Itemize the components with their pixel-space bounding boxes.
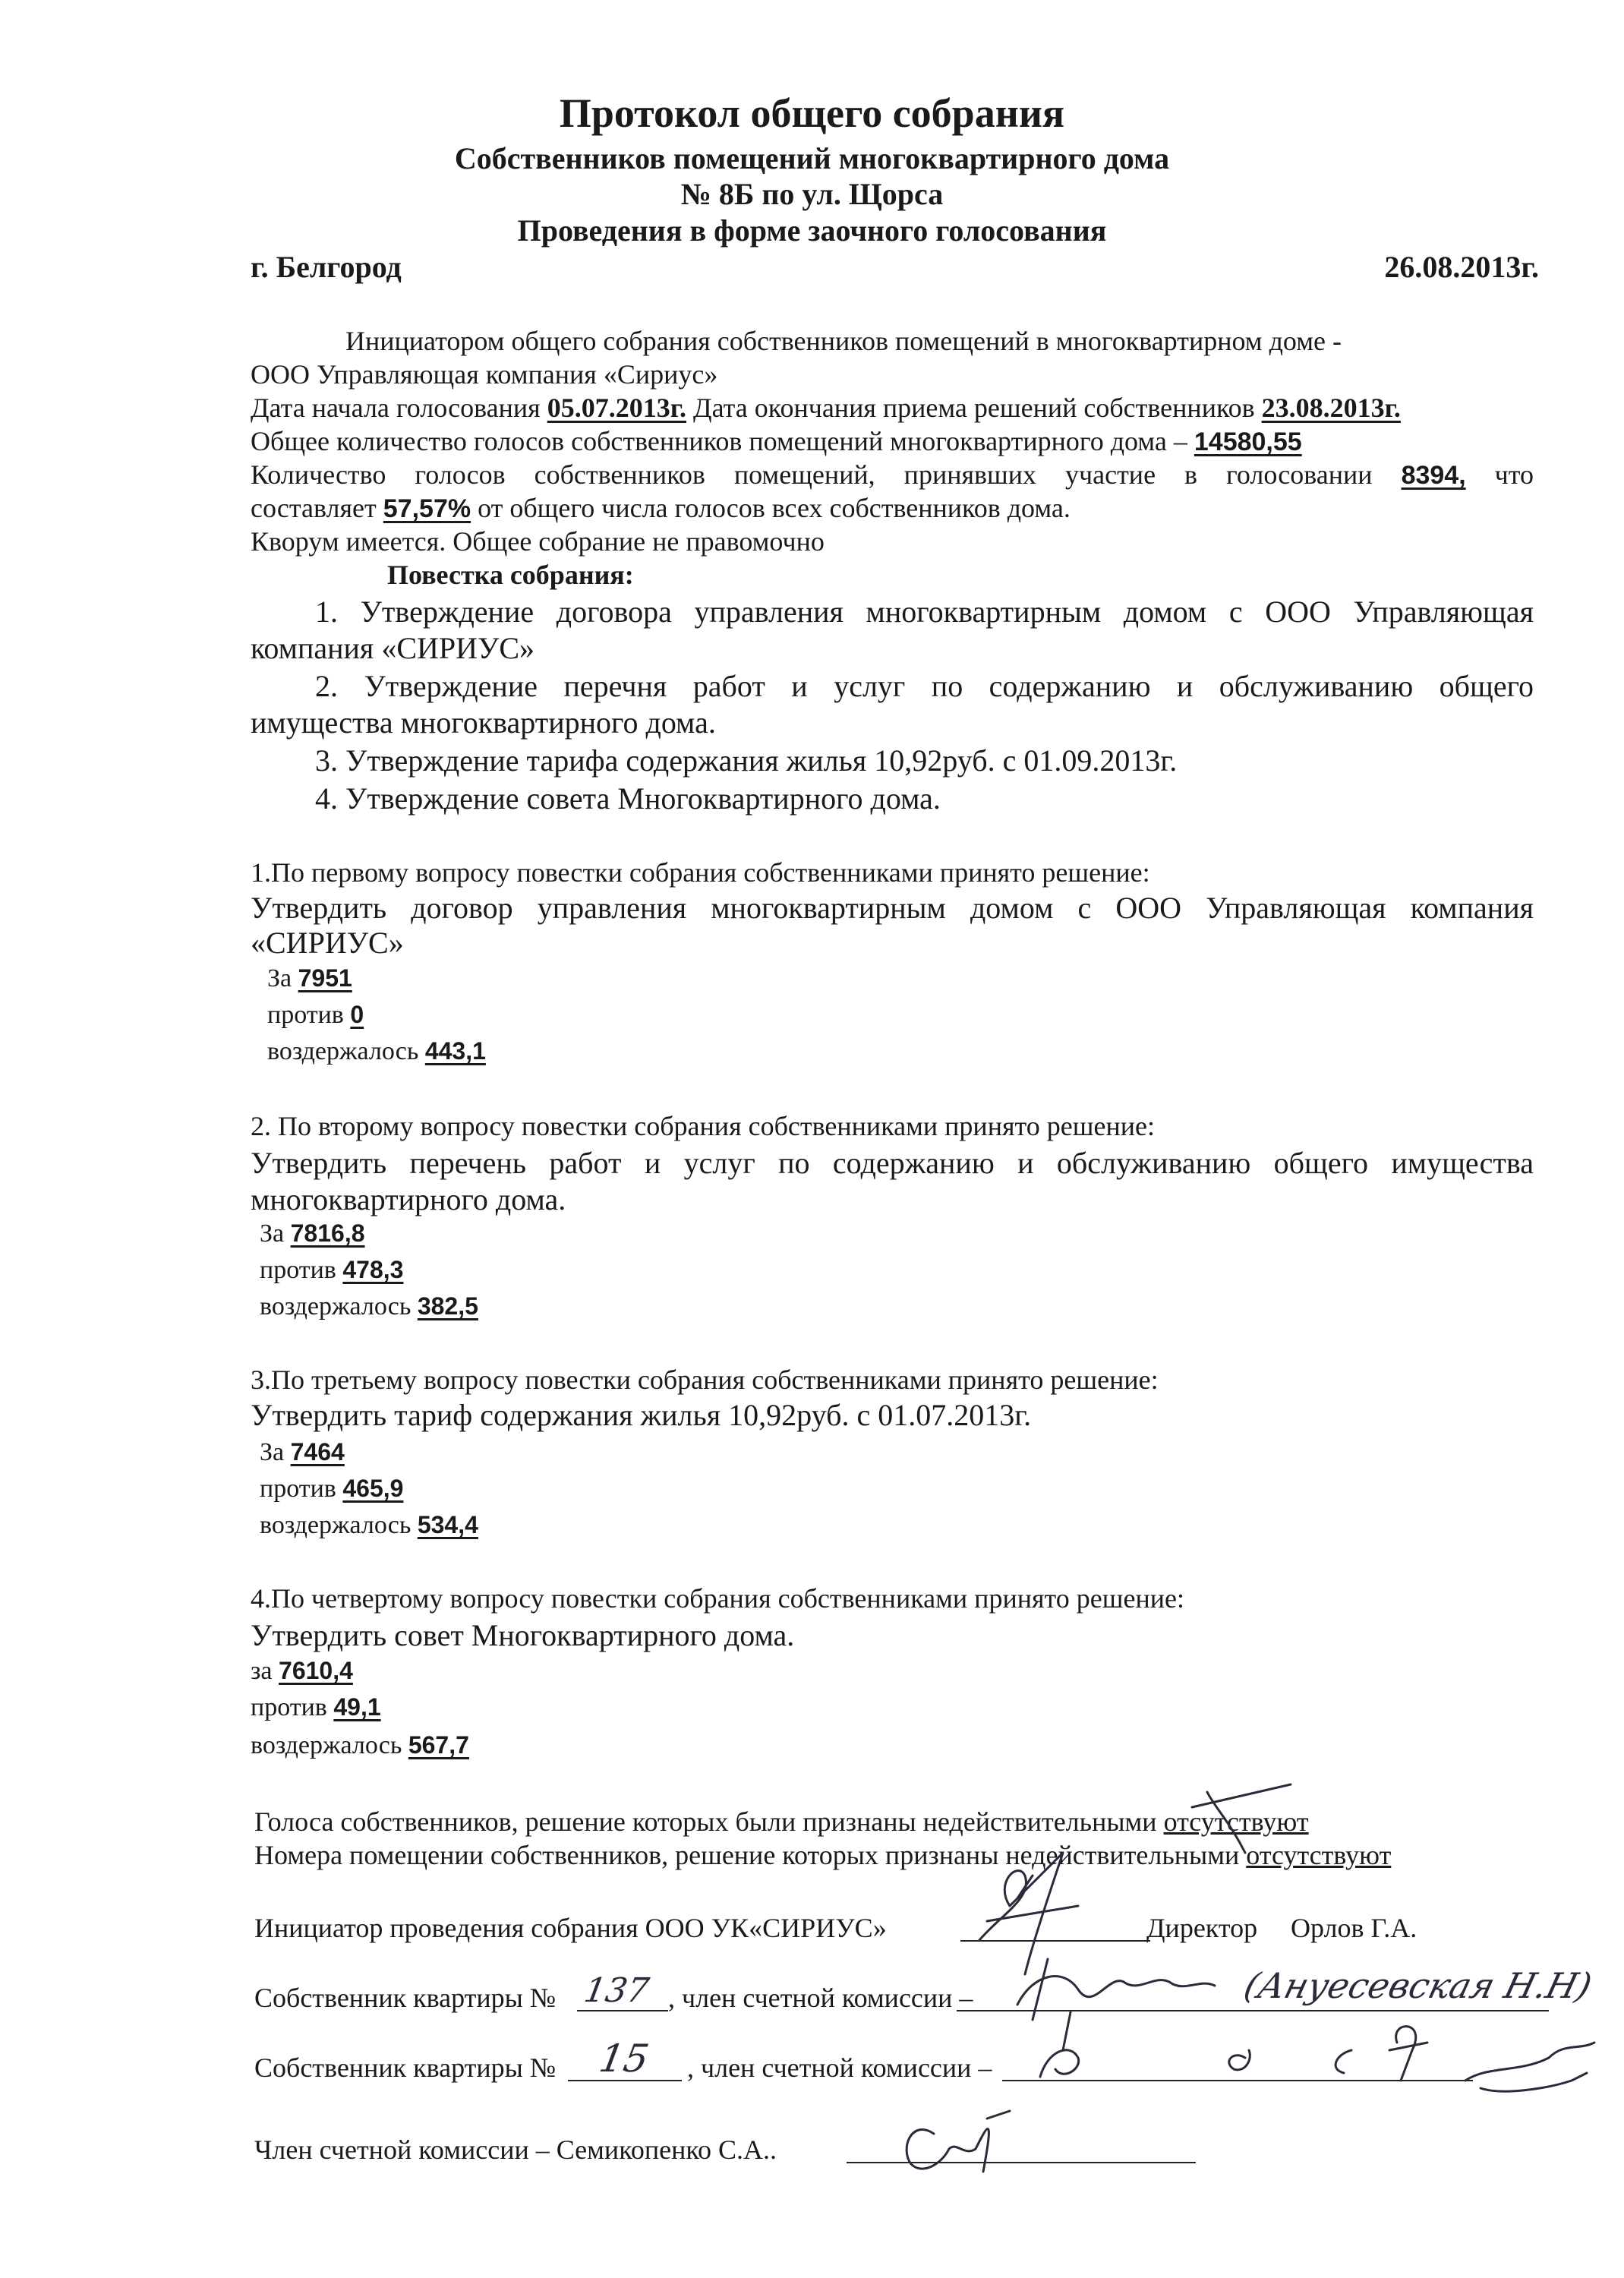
question-3-for: За 7464 (260, 1438, 345, 1466)
question-3-for-value: 7464 (290, 1438, 345, 1466)
director-label: Директор (1146, 1913, 1258, 1943)
share-prefix: составляет (251, 493, 377, 523)
strike-mark (1192, 1784, 1291, 1853)
question-2-against-value: 478,3 (342, 1256, 404, 1283)
question-2-heading: 2. По второму вопросу повестки собрания собственниками принято решение: (251, 1111, 1155, 1141)
question-3-against-value: 465,9 (342, 1475, 404, 1502)
start-date-label: Дата начала голосования (251, 393, 541, 423)
question-4-against: против 49,1 (251, 1693, 381, 1721)
question-2-for: За 7816,8 (260, 1219, 365, 1248)
question-3-decision: Утвердить тариф содержания жилья 10,92руб. с 01.07.2013г. (251, 1398, 1032, 1432)
question-1-heading: 1.По первому вопросу повестки собрания собственниками принято решение: (251, 857, 1150, 888)
question-2-for-value: 7816,8 (290, 1219, 365, 1247)
owner-2-label: Собственник квартиры № (254, 2052, 557, 2083)
city: г. Белгород (251, 250, 402, 284)
question-2-abstain-value: 382,5 (417, 1292, 478, 1320)
member-signature (907, 2111, 1010, 2172)
question-1-against: против 0 (267, 1001, 364, 1029)
question-2-decision: Утвердить перечень работ и услуг по содержанию и обслуживанию общего имущества (251, 1146, 1534, 1180)
question-1-against-value: 0 (350, 1001, 364, 1028)
owner-2-role: , член счетной комиссии – (687, 2052, 992, 2083)
agenda-item-2: 2. Утверждение перечня работ и услуг по содержанию и обслуживанию общего (315, 669, 1534, 703)
owner-2-apartment: 15 (595, 2037, 652, 2081)
question-2-against: против 478,3 (260, 1256, 404, 1284)
owner-2-mark-a (1229, 2050, 1250, 2070)
question-2-decision-cont: многоквартирного дома. (251, 1182, 566, 1216)
question-4-for-value: 7610,4 (279, 1657, 353, 1684)
invalid-rooms-text: Номера помещении собственников, решение которых признаны недействительными (254, 1840, 1240, 1870)
share-value: 57,57% (383, 494, 471, 523)
document-subtitle-owners: Собственников помещений многоквартирного дома (454, 141, 1170, 175)
question-3-abstain-value: 534,4 (417, 1511, 478, 1538)
participated-label: Количество голосов собственников помещений, принявших участие в голосовании (251, 459, 1373, 490)
end-date-label: Дата окончания приема решений собственников (693, 393, 1255, 423)
owner-2-signature-tail (1465, 2043, 1594, 2091)
question-4-for: за 7610,4 (251, 1657, 353, 1685)
director-name: Орлов Г.А. (1291, 1913, 1417, 1943)
agenda-item-4: 4. Утверждение совета Многоквартирного дома. (315, 781, 941, 816)
question-4-decision: Утвердить совет Многоквартирного дома. (251, 1618, 795, 1652)
invalid-votes-value: отсутствуют (1163, 1806, 1309, 1837)
question-3-abstain: воздержалось 534,4 (260, 1511, 478, 1539)
quorum-text: Кворум имеется. Общее собрание не правомочно (251, 526, 825, 557)
document-subtitle-address: № 8Б по ул. Щорса (680, 177, 944, 211)
owner-1-signature (1017, 1959, 1215, 2020)
question-3-heading: 3.По третьему вопросу повестки собрания собственниками принято решение: (251, 1365, 1159, 1395)
agenda-item-1-cont: компания «СИРИУС» (251, 631, 535, 665)
agenda-item-1: 1. Утверждение договора управления многоквартирным домом с ООО Управляющая (315, 595, 1534, 629)
question-4-against-value: 49,1 (333, 1693, 381, 1721)
initiator-line-2: ООО Управляющая компания «Сириус» (251, 359, 718, 390)
share-suffix: от общего числа голосов всех собственников дома. (478, 493, 1071, 523)
initiator-signature (979, 1853, 1078, 1974)
question-3-against: против 465,9 (260, 1475, 404, 1503)
question-1-for: За 7951 (267, 964, 352, 992)
agenda-item-2-cont: имущества многоквартирного дома. (251, 705, 716, 740)
protocol-date: 26.08.2013г. (1384, 250, 1539, 284)
end-date-value: 23.08.2013г. (1261, 393, 1401, 423)
owner-2-signature (1040, 2012, 1079, 2077)
question-1-abstain-value: 443,1 (424, 1037, 486, 1065)
total-votes-value: 14580,55 (1194, 428, 1302, 456)
total-votes-label: Общее количество голосов собственников помещений многоквартирного дома – (251, 426, 1187, 456)
owner-1-apartment: 137 (581, 1971, 652, 2010)
member-label: Член счетной комиссии – Семикопенко С.А.. (254, 2134, 777, 2165)
owner-1-label: Собственник квартиры № (254, 1983, 557, 2013)
participated-suffix: что (1494, 459, 1534, 490)
question-1-abstain: воздержалось 443,1 (267, 1037, 486, 1065)
question-1-for-value: 7951 (298, 964, 352, 992)
initiator-signature-label: Инициатор проведения собрания ООО УК«СИРИУС» (254, 1913, 887, 1943)
invalid-votes-text: Голоса собственников, решение которых были признаны недействительными (254, 1806, 1157, 1837)
invalid-rooms-value: отсутствуют (1246, 1840, 1392, 1870)
participated-value: 8394, (1401, 461, 1466, 490)
owner-2-initials (1335, 2027, 1427, 2081)
owner-1-handwritten-name: (Ануесевская Н.Н) (1240, 1965, 1597, 2006)
question-4-heading: 4.По четвертому вопросу повестки собрания собственниками принято решение: (251, 1583, 1184, 1614)
initiator-line-1: Инициатором общего собрания собственников помещений в многоквартирном доме - (345, 326, 1342, 356)
owner-1-role: , член счетной комиссии – (668, 1983, 973, 2013)
agenda-item-3: 3. Утверждение тарифа содержания жилья 10,92руб. с 01.09.2013г. (315, 743, 1178, 778)
document-subtitle-form: Проведения в форме заочного голосования (517, 213, 1107, 248)
question-1-decision-cont: «СИРИУС» (251, 926, 404, 960)
question-4-abstain: воздержалось 567,7 (251, 1731, 469, 1759)
agenda-heading: Повестка собрания: (387, 560, 634, 590)
question-2-abstain: воздержалось 382,5 (260, 1292, 478, 1320)
start-date-value: 05.07.2013г. (547, 393, 687, 423)
question-1-decision: Утвердить договор управления многоквартирным домом с ООО Управляющая компания (251, 891, 1534, 925)
question-4-abstain-value: 567,7 (408, 1731, 469, 1759)
document-title: Протокол общего собрания (559, 90, 1065, 136)
